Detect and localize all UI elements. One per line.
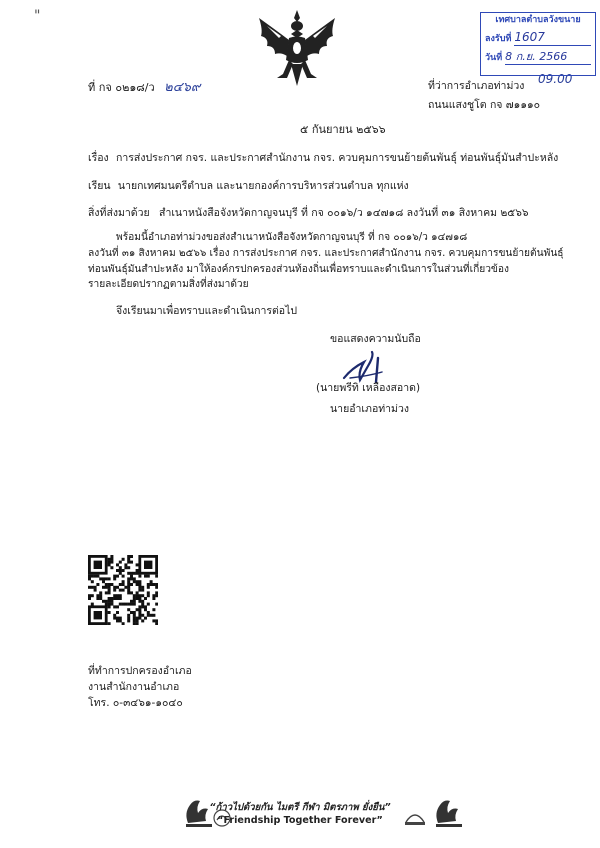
garuda-emblem — [253, 8, 341, 88]
right-emblem-logo — [402, 806, 428, 828]
right-mascot-logo — [432, 795, 466, 829]
body-line-4: รายละเอียดปรากฏตามสิ่งที่ส่งมาด้วย — [88, 279, 249, 291]
stamp-date-row — [485, 50, 591, 65]
subject-label: เรื่อง — [88, 152, 109, 164]
signatory-name: (นายพรีทิ เหลืองสอาด) — [316, 382, 421, 394]
ref-number-printed: ที่ กจ ๐๒๑๘/ว — [88, 81, 155, 94]
body-paragraph — [88, 230, 564, 293]
stamp-date-label: วันที่ — [485, 53, 503, 64]
footer-dept-2: งานสำนักงานอำเภอ — [88, 680, 180, 693]
body-line-2: ลงวันที่ ๓๑ สิงหาคม ๒๕๖๖ เรื่อง การส่งประกาศ กจร. และประกาศสำนักงาน กจร. ควบคุมการขนย้ายต้นพันธุ์ — [88, 247, 564, 259]
document-date: ๕ กันยายน ๒๕๖๖ — [300, 123, 386, 136]
stamp-title: เทศบาลตำบลวังขนาย — [495, 15, 581, 25]
footer-phone: โทร. ๐-๓๔๖๑-๑๐๔๐ — [88, 696, 183, 709]
enclosure-text: สำเนาหนังสือจังหวัดกาญจนบุรี ที่ กจ ๐๐๑๖/ว ๑๔๗๑๘ ลงวันที่ ๓๑ สิงหาคม ๒๕๖๖ — [159, 207, 529, 219]
recipient-text: นายกเทศมนตรีตำบล และนายกองค์การบริหารส่วนตำบล ทุกแห่ง — [117, 180, 409, 192]
handwritten-time: 09.00 — [538, 72, 573, 86]
stamp-receipt-row — [485, 30, 591, 46]
closing-request: จึงเรียนมาเพื่อทราบและดำเนินการต่อไป — [116, 305, 298, 317]
subject-line — [88, 152, 558, 165]
regards-text: ขอแสดงความนับถือ — [330, 333, 421, 345]
enclosure-label: สิ่งที่ส่งมาด้วย — [88, 207, 150, 219]
ref-number-handwritten: ๒๔๖๙ — [164, 80, 201, 95]
body-line-1: พร้อมนี้อำเภอท่าม่วงขอส่งสำเนาหนังสือจังหวัดกาญจนบุรี ที่ กจ ๐๐๑๖/ว ๑๔๗๑๘ — [116, 232, 468, 243]
qr-code — [88, 555, 158, 625]
recipient-line — [88, 180, 409, 193]
ref-number — [88, 80, 200, 96]
receipt-stamp — [480, 12, 596, 76]
recipient-label: เรียน — [88, 180, 111, 192]
signatory-position: นายอำเภอท่าม่วง — [330, 403, 410, 415]
slogan-english: “Friendship Together Forever” — [217, 815, 383, 826]
office-line-1: ที่ว่าการอำเภอท่าม่วง — [428, 80, 525, 92]
body-line-3: ท่อนพันธุ์มันสำปะหลัง มาให้องค์กรปกครองส่วนท้องถิ่นเพื่อทราบและดำเนินการในส่วนที่เกี่ยวข้อง — [88, 263, 509, 275]
stamp-receipt-label: ลงรับที่ — [485, 34, 512, 45]
enclosure-line — [88, 207, 529, 220]
slogan-thai: “ก้าวไปด้วยกัน ไมตรี กีฬา มิตรภาพ ยั่งยืน” — [209, 802, 391, 813]
corner-mark: " — [34, 8, 41, 24]
stamp-receipt-value: 1607 — [514, 30, 591, 46]
stamp-date-value: 8 ก.ย. 2566 — [505, 50, 591, 65]
footer-dept — [88, 664, 192, 711]
subject-text: การส่งประกาศ กจร. และประกาศสำนักงาน กจร. ควบคุมการขนย้ายต้นพันธุ์ ท่อนพันธุ์มันสำปะหลัง — [116, 152, 559, 164]
office-line-2: ถนนแสงชูโต กจ ๗๑๑๑๐ — [428, 99, 541, 111]
footer-dept-1: ที่ทำการปกครองอำเภอ — [88, 665, 192, 677]
